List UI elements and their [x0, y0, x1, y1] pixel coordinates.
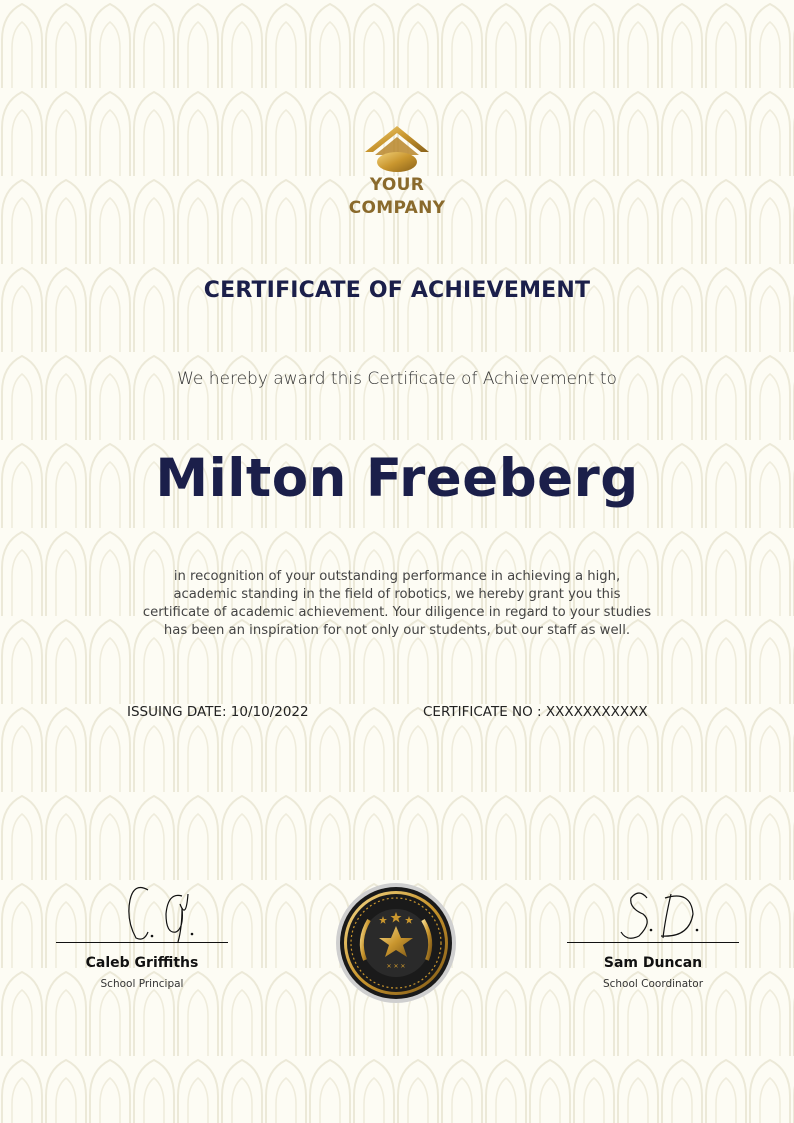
signature-block-coordinator — [567, 880, 739, 990]
recognition-line: has been an inspiration for not only our students, but our staff as well. — [163, 623, 631, 638]
signature-line — [567, 942, 739, 943]
signature-block-principal — [56, 880, 228, 990]
company-logo — [317, 122, 477, 220]
award-statement: We hereby award this Certificate of Achievement to — [177, 369, 617, 389]
signer-role: School Principal — [100, 978, 184, 990]
recipient-name: Milton Freeberg — [155, 448, 639, 509]
signer-name: Caleb Griffiths — [85, 955, 199, 971]
recognition-line: in recognition of your outstanding performance in achieving a high, — [173, 569, 621, 584]
signature-line — [56, 942, 228, 943]
graduation-cap-icon — [361, 122, 433, 174]
signer-role: School Coordinator — [602, 978, 704, 990]
recognition-paragraph — [107, 568, 687, 640]
logo-text-line-1: YOUR — [369, 175, 425, 195]
logo-text-line-2: COMPANY — [348, 198, 446, 218]
signature-script — [82, 880, 202, 942]
issuing-date: ISSUING DATE: 10/10/2022 — [127, 704, 309, 720]
svg-text:✕ ✕ ✕: ✕ ✕ ✕ — [386, 963, 406, 970]
star-seal-icon — [335, 882, 457, 1004]
recognition-line: academic standing in the field of robotics, we hereby grant you this — [173, 587, 621, 602]
certificate-number: CERTIFICATE NO : XXXXXXXXXXX — [423, 704, 648, 720]
recognition-line: certificate of academic achievement. Your diligence in regard to your studies — [142, 605, 652, 620]
signature-script — [593, 880, 713, 942]
certificate-title: CERTIFICATE OF ACHIEVEMENT — [203, 278, 591, 303]
signer-name: Sam Duncan — [603, 955, 703, 971]
